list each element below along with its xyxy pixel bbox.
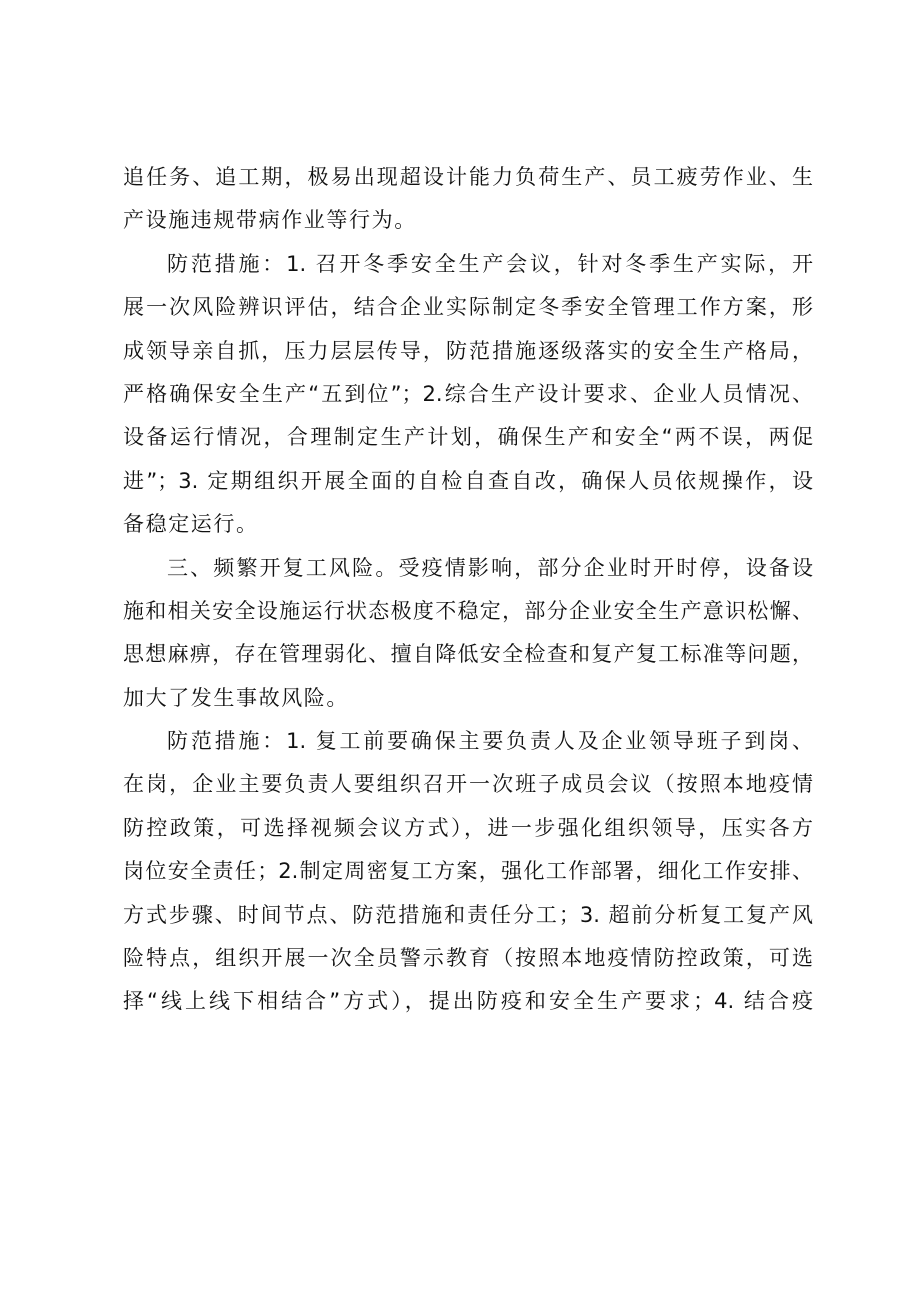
text-line: 追任务、追工期，极易出现超设计能力负荷生产、员工疲劳作业、生 [123,165,813,189]
text-line: 备稳定运行。 [123,512,259,537]
paragraph-start-line: 防范措施：1. 召开冬季安全生产会议，针对冬季生产实际，开 [167,251,813,276]
text-line: 产设施违规带病作业等行为。 [123,208,417,233]
paragraph-start-line: 防范措施：1. 复工前要确保主要负责人及企业领导班子到岗、 [167,729,813,754]
text-line: 进”；3. 定期组织开展全面的自检自查自改，确保人员依规操作，设 [123,468,813,493]
text-line: 严格确保安全生产“五到位”；2.综合生产设计要求、企业人员情况、 [123,381,813,406]
text-line: 择“线上线下相结合”方式），提出防疫和安全生产要求；4. 结合疫 [123,989,813,1014]
paragraph-start-line: 三、频繁开复工风险。受疫情影响，部分企业时开时停，设备设 [167,555,813,580]
text-line: 施和相关安全设施运行状态极度不稳定，部分企业安全生产意识松懈、 [123,598,813,623]
text-line: 思想麻痹，存在管理弱化、擅自降低安全检查和复产复工标准等问题， [123,642,813,667]
text-line: 方式步骤、时间节点、防范措施和责任分工；3. 超前分析复工复产风 [123,902,813,927]
text-line: 防控政策，可选择视频会议方式），进一步强化组织领导，压实各方 [123,815,813,840]
text-line: 成领导亲自抓，压力层层传导，防范措施逐级落实的安全生产格局， [123,338,813,363]
text-line: 险特点，组织开展一次全员警示教育（按照本地疫情防控政策，可选 [123,946,813,971]
text-line: 在岗，企业主要负责人要组织召开一次班子成员会议（按照本地疫情 [123,772,813,797]
text-line: 岗位安全责任；2.制定周密复工方案，强化工作部署，细化工作安排、 [123,859,813,884]
body-text [123,156,813,1024]
text-line: 加大了发生事故风险。 [123,685,349,710]
text-line: 展一次风险辨识评估，结合企业实际制定冬季安全管理工作方案，形 [123,295,813,320]
text-line: 设备运行情况，合理制定生产计划，确保生产和安全“两不误，两促 [123,425,813,450]
